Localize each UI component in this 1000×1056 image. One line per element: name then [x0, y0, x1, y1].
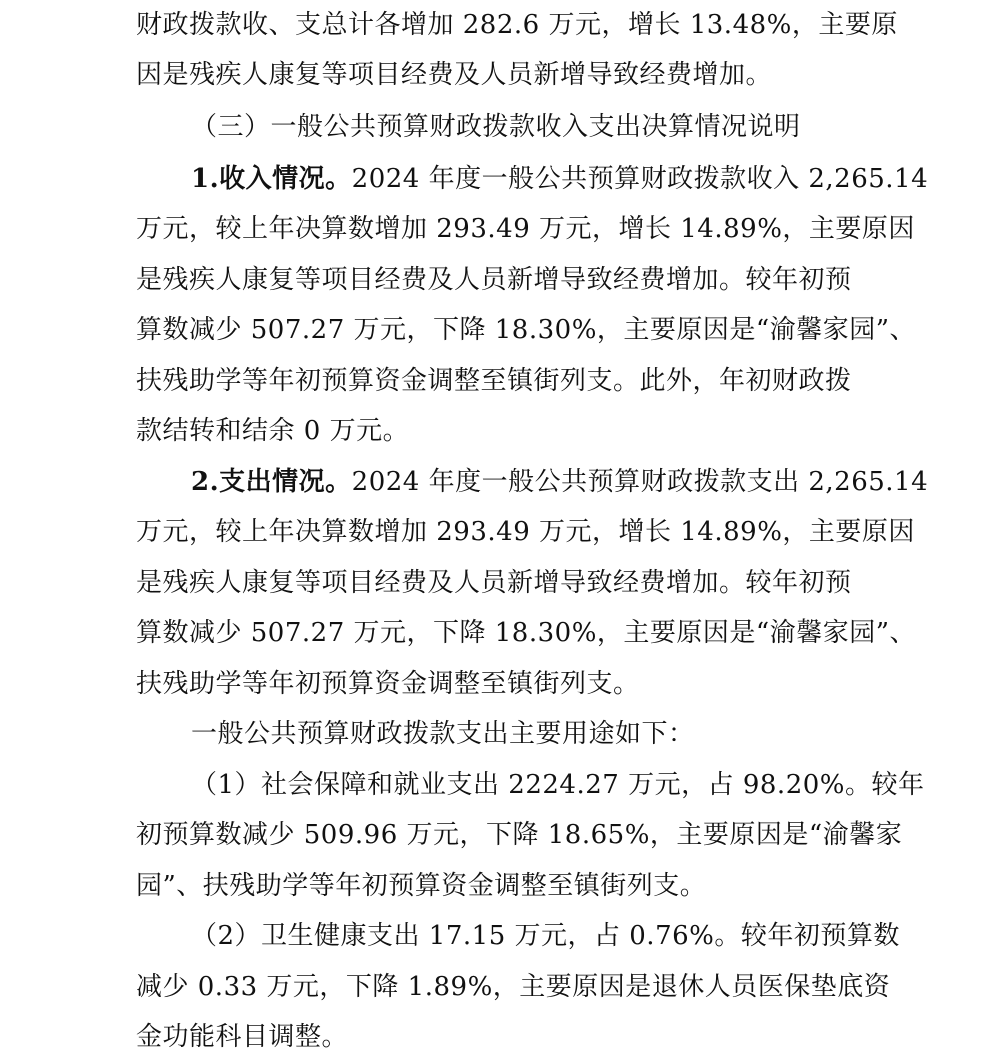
paragraph-line: 初预算数减少 509.96 万元，下降 18.65%，主要原因是“渝馨家 — [136, 820, 903, 850]
paragraph-line: （1）社会保障和就业支出 2224.27 万元，占 98.20%。较年 — [191, 770, 925, 800]
paragraph-line: 万元，较上年决算数增加 293.49 万元，增长 14.89%，主要原因 — [136, 214, 915, 244]
paragraph-line: 扶残助学等年初预算资金调整至镇街列支。 — [136, 669, 640, 699]
paragraph-line: （2）卫生健康支出 17.15 万元，占 0.76%。较年初预算数 — [191, 921, 900, 951]
paragraph-line: 是残疾人康复等项目经费及人员新增导致经费增加。较年初预 — [136, 568, 852, 598]
paragraph-line: 因是残疾人康复等项目经费及人员新增导致经费增加。 — [136, 60, 773, 90]
paragraph-line: 金功能科目调整。 — [136, 1022, 349, 1052]
paragraph-line: 算数减少 507.27 万元，下降 18.30%，主要原因是“渝馨家园”、 — [136, 315, 916, 345]
paragraph-text: 2024 年度一般公共预算财政拨款支出 2,265.14 — [351, 467, 929, 497]
paragraph-line — [191, 465, 928, 499]
paragraph-line: 款结转和结余 0 万元。 — [136, 416, 410, 446]
income-heading: 1.收入情况。 — [191, 164, 352, 194]
expense-heading: 2.支出情况。 — [191, 467, 352, 497]
paragraph-line: 一般公共预算财政拨款支出主要用途如下： — [191, 719, 695, 749]
paragraph-line: 扶残助学等年初预算资金调整至镇街列支。此外，年初财政拨 — [136, 366, 852, 396]
paragraph-line — [191, 162, 928, 196]
paragraph-line: 是残疾人康复等项目经费及人员新增导致经费增加。较年初预 — [136, 265, 852, 295]
paragraph-line: 减少 0.33 万元，下降 1.89%，主要原因是退休人员医保垫底资 — [136, 972, 891, 1002]
paragraph-line: 园”、扶残助学等年初预算资金调整至镇街列支。 — [136, 871, 707, 901]
paragraph-line: 算数减少 507.27 万元，下降 18.30%，主要原因是“渝馨家园”、 — [136, 618, 916, 648]
paragraph-line: 万元，较上年决算数增加 293.49 万元，增长 14.89%，主要原因 — [136, 517, 915, 547]
section-heading: （三）一般公共预算财政拨款收入支出决算情况说明 — [191, 112, 801, 142]
paragraph-text: 2024 年度一般公共预算财政拨款收入 2,265.14 — [351, 164, 929, 194]
paragraph-line: 财政拨款收、支总计各增加 282.6 万元，增长 13.48%，主要原 — [136, 10, 898, 40]
